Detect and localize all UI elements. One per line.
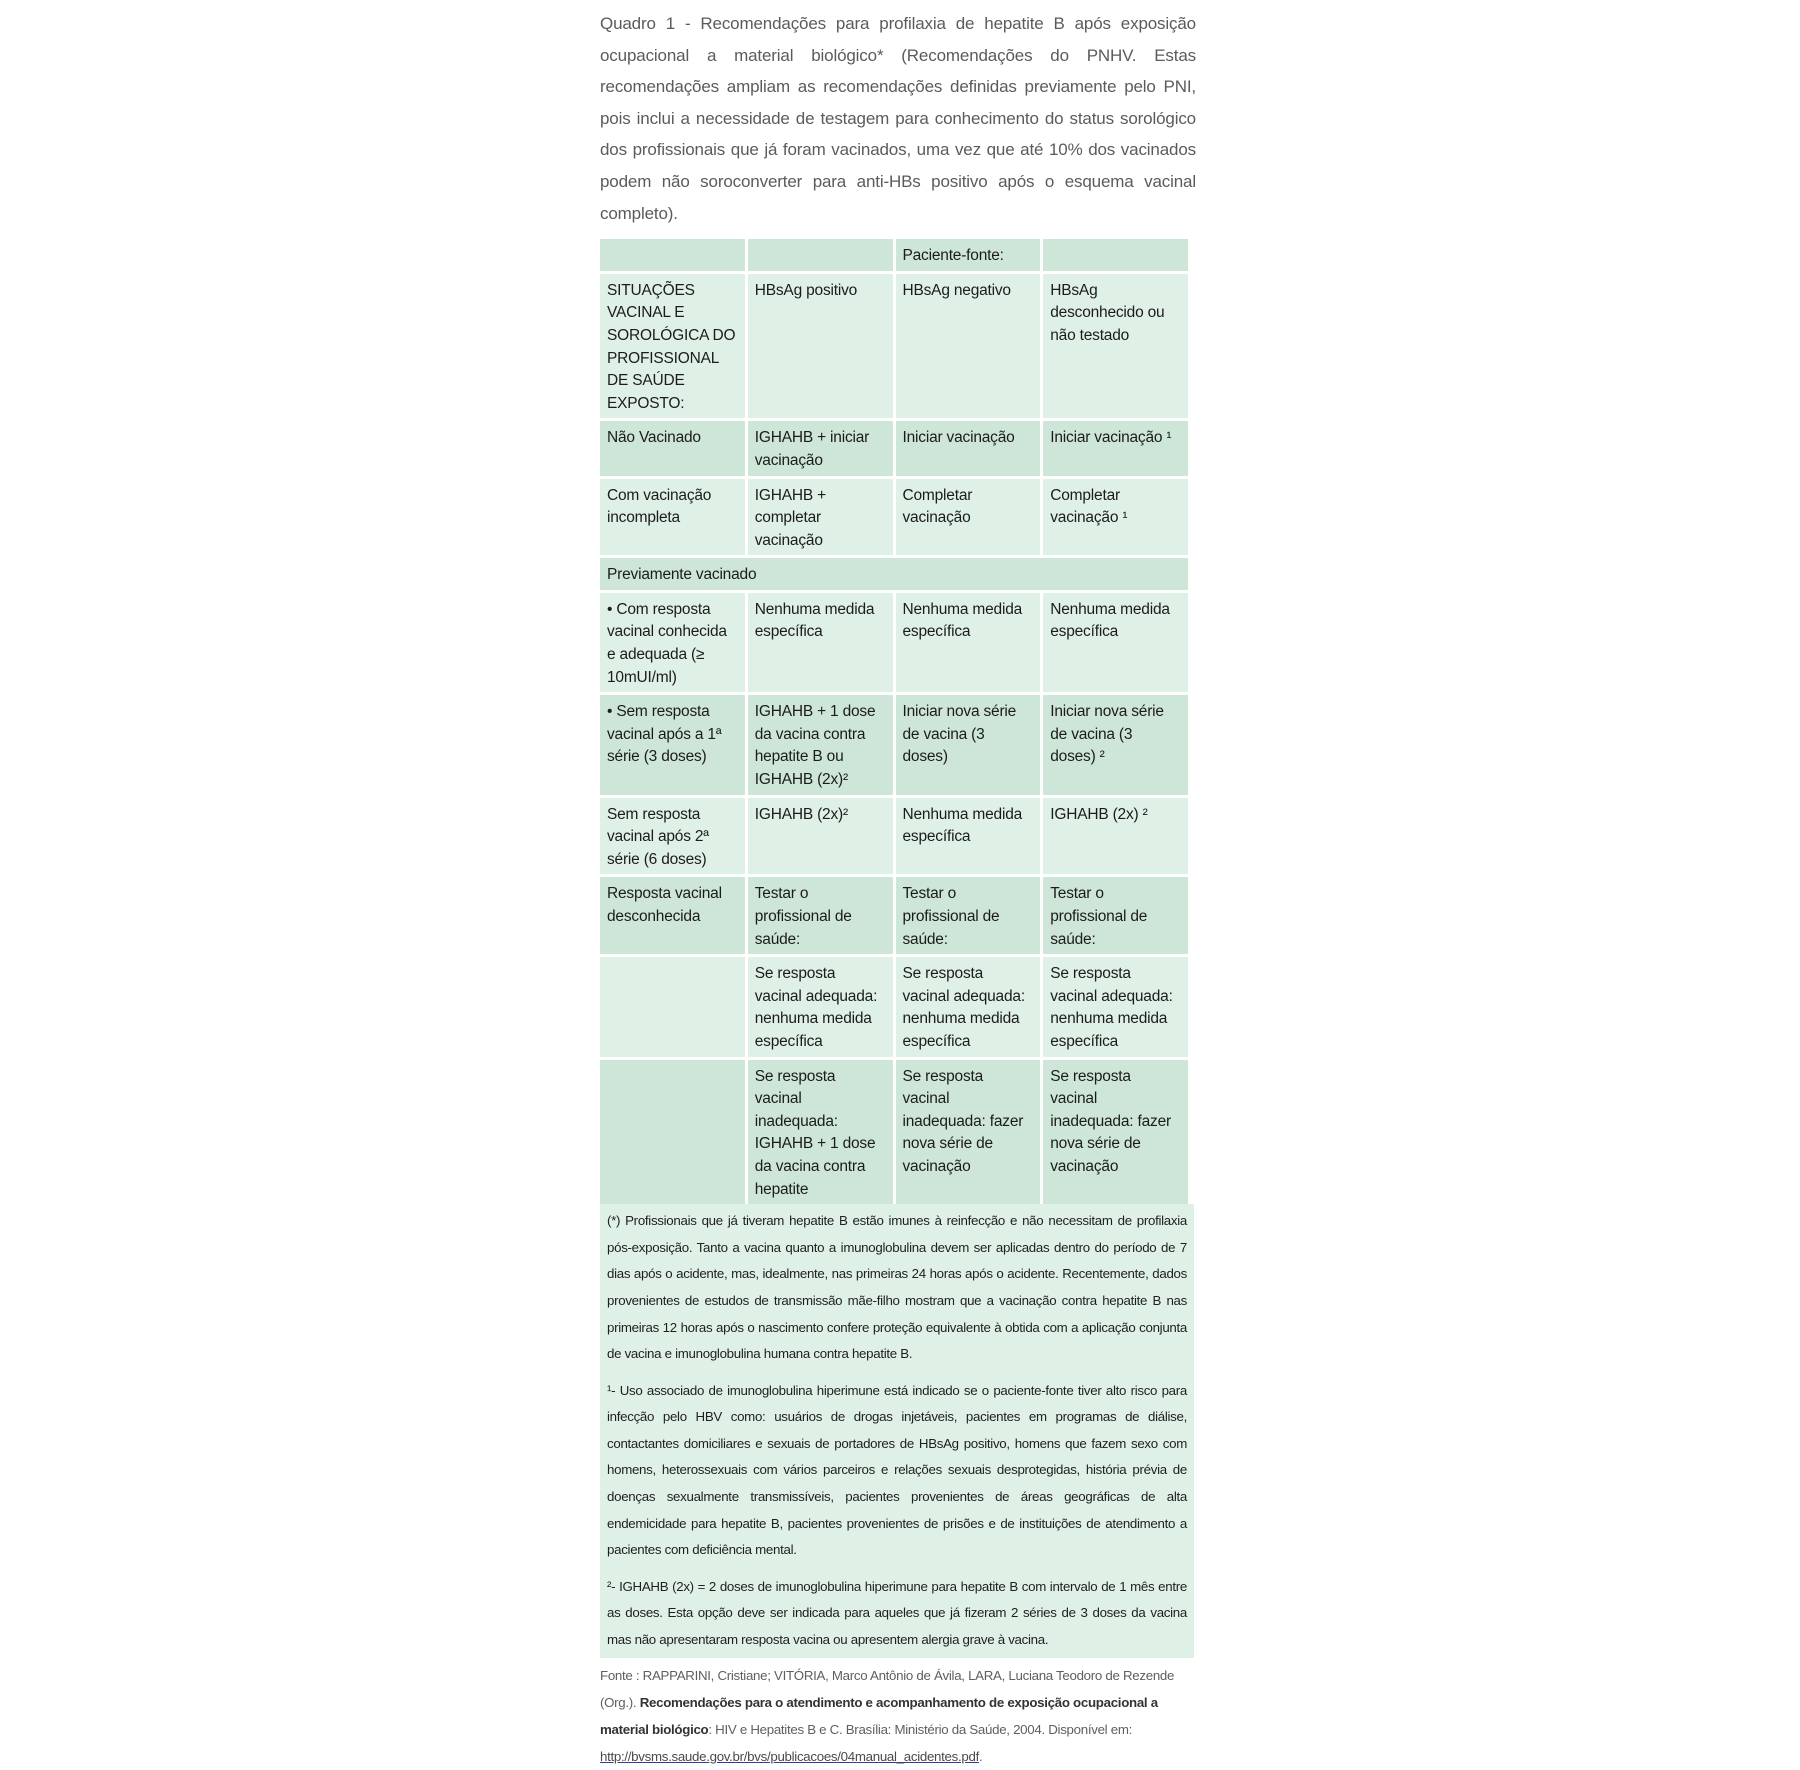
table-cell: Testar o profissional de saúde: <box>896 877 1041 954</box>
table-cell: Iniciar vacinação <box>896 421 1041 475</box>
footnote-star: (*) Profissionais que já tiveram hepatite B estão imunes à reinfecção e não necessitam de profilaxia pós-exposição. Tanto a vacina quanto a imunoglobulina devem ser aplicadas dentro do período de 7 dias após o acidente, mas, idealmente, nas primeiras 24 horas após o acidente. Recentemente, dados provenientes de estudos de transmissão mãe-filho mostram que a vacinação contra hepatite B nas primeiras 12 horas após o nascimento confere proteção equivalente à obtida com a aplicação conjunta de vacina e imunoglobulina humana contra hepatite B. <box>607 1213 1187 1362</box>
table-cell: Iniciar nova série de vacina (3 doses) ² <box>1043 695 1188 794</box>
source-suffix: : HIV e Hepatites B e C. Brasília: Ministério da Saúde, 2004. Disponível em: <box>708 1722 1132 1738</box>
table-row <box>600 274 1188 419</box>
row-label <box>600 1060 745 1205</box>
table-cell: Se resposta vacinal adequada: nenhuma medida específica <box>748 957 893 1056</box>
table-cell <box>600 239 745 271</box>
table-cell: IGHAHB + 1 dose da vacina contra hepatite B ou IGHAHB (2x)² <box>748 695 893 794</box>
table-cell: Nenhuma medida específica <box>1043 593 1188 692</box>
source-title: Recomendações para o atendimento e acompanhamento de exposição ocupacional a material biológico <box>600 1694 1158 1738</box>
footnote-two: ²- IGHAHB (2x) = 2 doses de imunoglobulina hiperimune para hepatite B com intervalo de 1 mês entre as doses. Esta opção deve ser indicada para aqueles que já fizeram 2 séries de 3 doses da vacina mas não apresentaram resposta vacina ou apresentem alergia grave à vacina. <box>607 1578 1187 1648</box>
table-cell: Nenhuma medida específica <box>896 798 1041 875</box>
prophylaxis-table <box>597 236 1191 1207</box>
table-cell: Iniciar nova série de vacina (3 doses) <box>896 695 1041 794</box>
table-cell <box>748 239 893 271</box>
column-header: HBsAg desconhecido ou não testado <box>1043 274 1188 419</box>
source-prefix: Fonte : RAPPARINI, Cristiane; VITÓRIA, Marco Antônio de Ávila, LARA, Luciana Teodoro de Rezende (Org.). <box>600 1667 1175 1710</box>
table-row <box>600 558 1188 590</box>
table-cell: Se resposta vacinal adequada: nenhuma medida específica <box>1043 957 1188 1056</box>
table-row <box>600 421 1188 475</box>
footnotes <box>600 1204 1194 1658</box>
table-cell: IGHAHB (2x) ² <box>1043 798 1188 875</box>
table-cell: IGHAHB + iniciar vacinação <box>748 421 893 475</box>
document <box>600 8 1196 1770</box>
row-label: • Com resposta vacinal conhecida e adequada (≥ 10mUI/ml) <box>600 593 745 692</box>
row-label: Com vacinação incompleta <box>600 479 745 556</box>
row-label: Não Vacinado <box>600 421 745 475</box>
row-header: SITUAÇÕES VACINAL E SOROLÓGICA DO PROFISSIONAL DE SAÚDE EXPOSTO: <box>600 274 745 419</box>
table-row <box>600 877 1188 954</box>
table-cell: Testar o profissional de saúde: <box>1043 877 1188 954</box>
source-end: . <box>978 1749 983 1765</box>
table-cell: Se resposta vacinal inadequada: IGHAHB + 1 dose da vacina contra hepatite <box>748 1060 893 1205</box>
table-cell: IGHAHB (2x)² <box>748 798 893 875</box>
table-cell: Completar vacinação ¹ <box>1043 479 1188 556</box>
table-cell: Se resposta vacinal adequada: nenhuma medida específica <box>896 957 1041 1056</box>
table-cell: Nenhuma medida específica <box>896 593 1041 692</box>
table-cell: Iniciar vacinação ¹ <box>1043 421 1188 475</box>
table-cell: Se resposta vacinal inadequada: fazer nova série de vacinação <box>1043 1060 1188 1205</box>
table-cell: IGHAHB + completar vacinação <box>748 479 893 556</box>
row-label: Resposta vacinal desconhecida <box>600 877 745 954</box>
row-label: • Sem resposta vacinal após a 1ª série (3 doses) <box>600 695 745 794</box>
row-label <box>600 957 745 1056</box>
table-cell: Testar o profissional de saúde: <box>748 877 893 954</box>
source-link[interactable]: http://bvsms.saude.gov.br/bvs/publicacoes/04manual_acidentes.pdf <box>600 1749 979 1765</box>
column-header: HBsAg positivo <box>748 274 893 419</box>
group-header: Paciente-fonte: <box>896 239 1041 271</box>
table-row <box>600 798 1188 875</box>
table-cell: Nenhuma medida específica <box>748 593 893 692</box>
table-row <box>600 1060 1188 1205</box>
table-cell <box>1043 239 1188 271</box>
section-row-label: Previamente vacinado <box>600 558 1188 590</box>
table-row <box>600 695 1188 794</box>
row-label: Sem resposta vacinal após 2ª série (6 doses) <box>600 798 745 875</box>
table-cell: Completar vacinação <box>896 479 1041 556</box>
table-row <box>600 593 1188 692</box>
table-row <box>600 239 1188 271</box>
source-citation <box>600 1662 1196 1770</box>
footnote-one: ¹- Uso associado de imunoglobulina hiperimune está indicado se o paciente-fonte tiver alto risco para infecção pelo HBV como: usuários de drogas injetáveis, pacientes em programas de diálise, contactantes domiciliares e sexuais de portadores de HBsAg positivo, homens que fazem sexo com homens, heterossexuais com vários parceiros e relações sexuais desprotegidas, história prévia de doenças sexualmente transmissíveis, pacientes provenientes de áreas geográficas de alta endemicidade para hepatite B, pacientes provenientes de prisões e de instituições de atendimento a pacientes com deficiência mental. <box>607 1382 1187 1558</box>
column-header: HBsAg negativo <box>896 274 1041 419</box>
table-row <box>600 479 1188 556</box>
table-caption: Quadro 1 - Recomendações para profilaxia de hepatite B após exposição ocupacional a material biológico* (Recomendações do PNHV. Estas recomendações ampliam as recomendações definidas previamente pelo PNI, pois inclui a necessidade de testagem para conhecimento do status sorológico dos profissionais que já foram vacinados, uma vez que até 10% dos vacinados podem não soroconverter para anti-HBs positivo após o esquema vacinal completo). <box>600 14 1196 223</box>
table-row <box>600 957 1188 1056</box>
table-cell: Se resposta vacinal inadequada: fazer nova série de vacinação <box>896 1060 1041 1205</box>
